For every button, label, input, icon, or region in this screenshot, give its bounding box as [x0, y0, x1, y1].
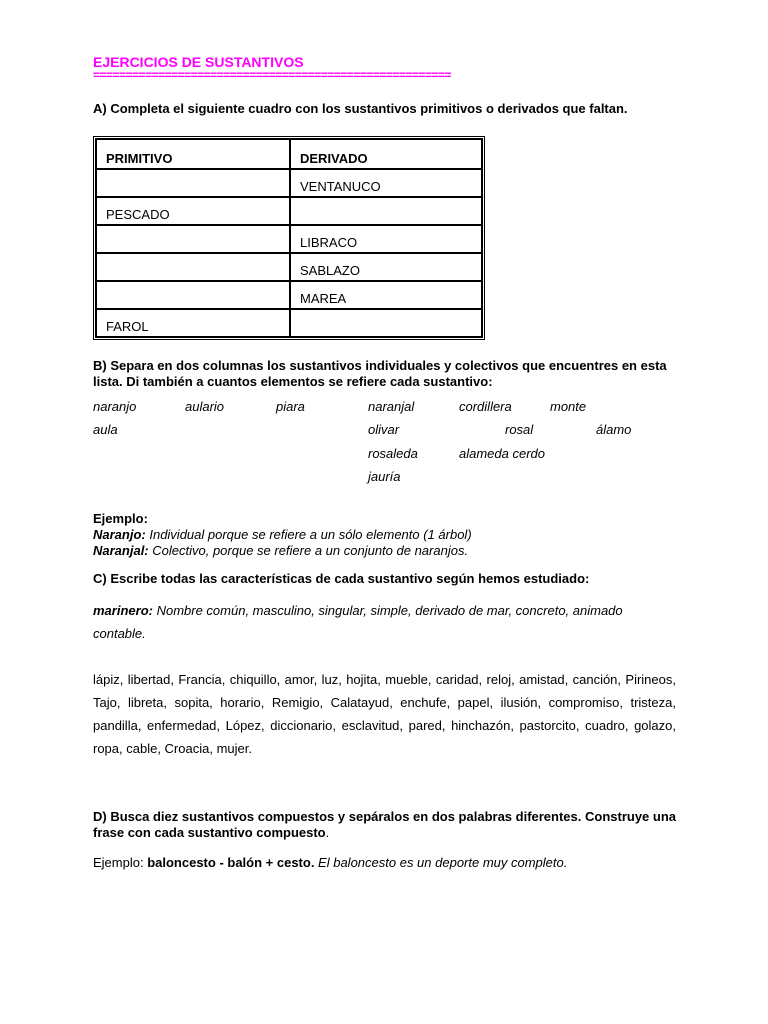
example-text: Colectivo, porque se refiere a un conjunto de naranjos.	[148, 543, 469, 558]
example-label: Ejemplo:	[93, 511, 148, 526]
example-sentence: El baloncesto es un deporte muy completo.	[314, 855, 568, 870]
cell-primitivo	[96, 225, 290, 253]
cell-derivado: SABLAZO	[290, 253, 482, 281]
example-line-1	[93, 527, 676, 543]
section-c-word-list: lápiz, libertad, Francia, chiquillo, amor, luz, hojita, mueble, caridad, reloj, amistad, canción, Pirineos, Tajo, libreta, sopita, horario, Remigio, Calatayud, enchufe, papel, ilusión, compromiso, tristeza, pandilla, enfermedad, López, diccionario, esclavitud, pared, hinchazón, pastorcito, cuadro, golazo, ropa, cable, Croacia, mujer.	[93, 672, 676, 756]
cell-derivado	[290, 309, 482, 337]
word-item: alameda cerdo	[459, 446, 545, 461]
section-d-example	[93, 855, 676, 871]
example-line-2	[93, 543, 676, 559]
word-item: olivar	[368, 422, 400, 437]
example-term: Naranjo:	[93, 527, 146, 542]
example-term: Naranjal:	[93, 543, 149, 558]
word-item: rosal	[505, 422, 534, 437]
example-text: Individual porque se refiere a un sólo elemento (1 árbol)	[145, 527, 472, 542]
title-underline-rule: =======================================================	[93, 70, 451, 80]
example-compound: baloncesto - balón + cesto.	[147, 855, 315, 870]
word-item: monte	[550, 399, 587, 414]
word-item: cordillera	[459, 399, 512, 414]
cell-primitivo	[96, 281, 290, 309]
table-row	[96, 253, 482, 281]
section-b-example	[93, 511, 676, 559]
example-text: Nombre común, masculino, singular, simple, derivado de mar, concreto, animado contable.	[93, 603, 623, 641]
word-item: naranjo	[93, 399, 137, 414]
cell-primitivo	[96, 253, 290, 281]
header-primitivo: PRIMITIVO	[96, 139, 290, 169]
section-a-heading: A) Completa el siguiente cuadro con los sustantivos primitivos o derivados que faltan.	[93, 101, 628, 116]
section-c-example	[93, 599, 676, 645]
section-b-heading: B) Separa en dos columnas los sustantivos individuales y colectivos que encuentres en esta lista. Di también a cuantos elementos se refiere cada sustantivo:	[93, 358, 667, 389]
table-row	[96, 281, 482, 309]
word-grid	[93, 399, 676, 499]
table-row	[96, 225, 482, 253]
section-d-heading	[93, 809, 676, 841]
table-row	[96, 169, 482, 197]
document-title: EJERCICIOS DE SUSTANTIVOS	[93, 54, 304, 70]
word-item: jauría	[368, 469, 401, 484]
table-header-row	[96, 139, 482, 169]
section-d-heading-text: D) Busca diez sustantivos compuestos y sepáralos en dos palabras diferentes. Construye una frase con cada sustantivo compuesto	[93, 809, 677, 840]
word-item: piara	[276, 399, 305, 414]
section-c-heading: C) Escribe todas las características de cada sustantivo según hemos estudiado:	[93, 571, 590, 586]
cell-primitivo: FAROL	[96, 309, 290, 337]
section-d-heading-period: .	[325, 825, 330, 840]
cell-derivado	[290, 197, 482, 225]
word-item: álamo	[596, 422, 632, 437]
word-item: naranjal	[368, 399, 415, 414]
word-item: rosaleda	[368, 446, 418, 461]
word-item: aula	[93, 422, 118, 437]
cell-derivado: MAREA	[290, 281, 482, 309]
word-item: aulario	[185, 399, 225, 414]
document-page	[93, 54, 676, 871]
header-derivado: DERIVADO	[290, 139, 482, 169]
cell-primitivo	[96, 169, 290, 197]
primitive-derived-table	[93, 136, 485, 340]
cell-derivado: VENTANUCO	[290, 169, 482, 197]
table-row	[96, 197, 482, 225]
table-row	[96, 309, 482, 337]
example-term: marinero:	[93, 603, 153, 618]
cell-primitivo: PESCADO	[96, 197, 290, 225]
cell-derivado: LIBRACO	[290, 225, 482, 253]
example-label: Ejemplo:	[93, 855, 148, 870]
